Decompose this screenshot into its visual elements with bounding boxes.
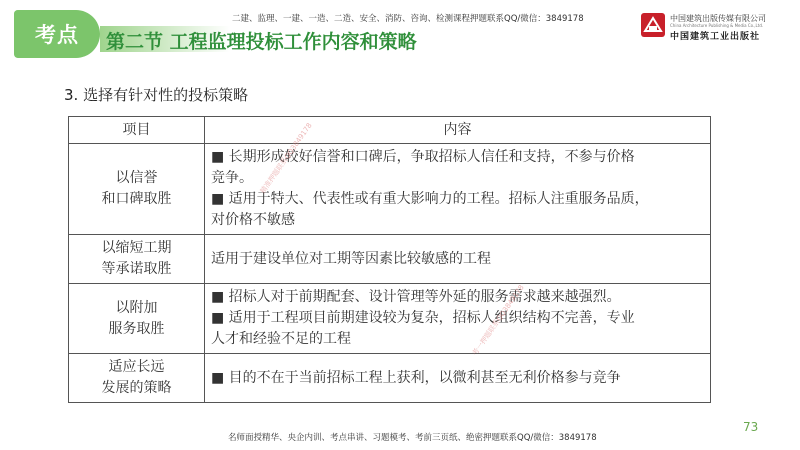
column-header-item: 项目 <box>69 117 205 144</box>
publisher-calligraphy: 中国建筑工业出版社 <box>670 32 761 42</box>
content-line: ■ 招标人对于前期配套、设计管理等外延的服务需求越来越强烈。 <box>211 289 621 305</box>
watermark: 精准押题联系QQ3849178 <box>258 121 314 196</box>
content-line: 适用于建设单位对工期等因素比较敏感的工程 <box>211 250 491 267</box>
item-line: 等承诺取胜 <box>101 261 172 277</box>
item-line: 以缩短工期 <box>101 240 172 256</box>
item-line: 发展的策略 <box>101 380 172 396</box>
content-line: ■ 适用于工程项目前期建设较为复杂，招标人组织结构不完善，专业 <box>211 310 635 326</box>
strategy-table <box>68 116 711 403</box>
page-title: 第二节 工程监理投标工作内容和策略 <box>106 31 417 53</box>
bottom-contact-note: 名师面授精华、央企内训、考点串讲、习题模考、考前三页纸、绝密押题联系QQ/微信：3849178 <box>228 433 597 443</box>
watermark: 考一押题联系QQ3849178 <box>470 283 526 358</box>
item-line: 以附加 <box>115 299 158 316</box>
content-line: 对价格不敏感 <box>211 212 295 228</box>
row-item-cell <box>69 235 205 284</box>
table-row <box>69 354 711 403</box>
item-line: 以信誉 <box>115 170 158 186</box>
row-item-cell <box>69 144 205 235</box>
topic-badge <box>14 10 100 58</box>
row-content-cell <box>205 354 711 403</box>
item-line: 服务取胜 <box>108 320 165 337</box>
publisher-logo <box>640 10 790 44</box>
publisher-logo-icon <box>640 12 666 38</box>
row-item-cell <box>69 284 205 354</box>
table-row <box>69 235 711 284</box>
content-line: ■ 目的不在于当前招标工程上获利，以微利甚至无利价格参与竞争 <box>211 369 621 386</box>
publisher-english-name: China Architecture Publishing & Media Co.,Ltd. <box>670 23 764 28</box>
content-line: ■ 长期形成较好信誉和口碑后，争取招标人信任和支持，不参与价格 <box>211 149 635 165</box>
page-number: 73 <box>743 420 759 434</box>
topic-badge-label: 考点 <box>35 23 79 47</box>
column-header-content: 内容 <box>205 117 711 144</box>
content-line: ■ 适用于特大、代表性或有重大影响力的工程。招标人注重服务品质， <box>211 191 649 207</box>
table-row <box>69 144 711 235</box>
row-item-cell <box>69 354 205 403</box>
row-content-cell <box>205 284 711 354</box>
publisher-name: 中国建筑出版传媒有限公司 <box>670 14 766 23</box>
table-header-row <box>69 117 711 144</box>
section-heading: 3. 选择有针对性的投标策略 <box>64 86 249 104</box>
content-line: 竞争。 <box>211 170 253 186</box>
row-content-cell <box>205 235 711 284</box>
content-line: 人才和经验不足的工程 <box>211 331 351 347</box>
top-contact-note: 二建、监理、一建、一造、二造、安全、消防、咨询、检测课程押题联系QQ/微信：3849178 <box>232 14 584 24</box>
table-row <box>69 284 711 354</box>
item-line: 和口碑取胜 <box>101 191 172 207</box>
item-line: 适应长远 <box>108 359 165 375</box>
